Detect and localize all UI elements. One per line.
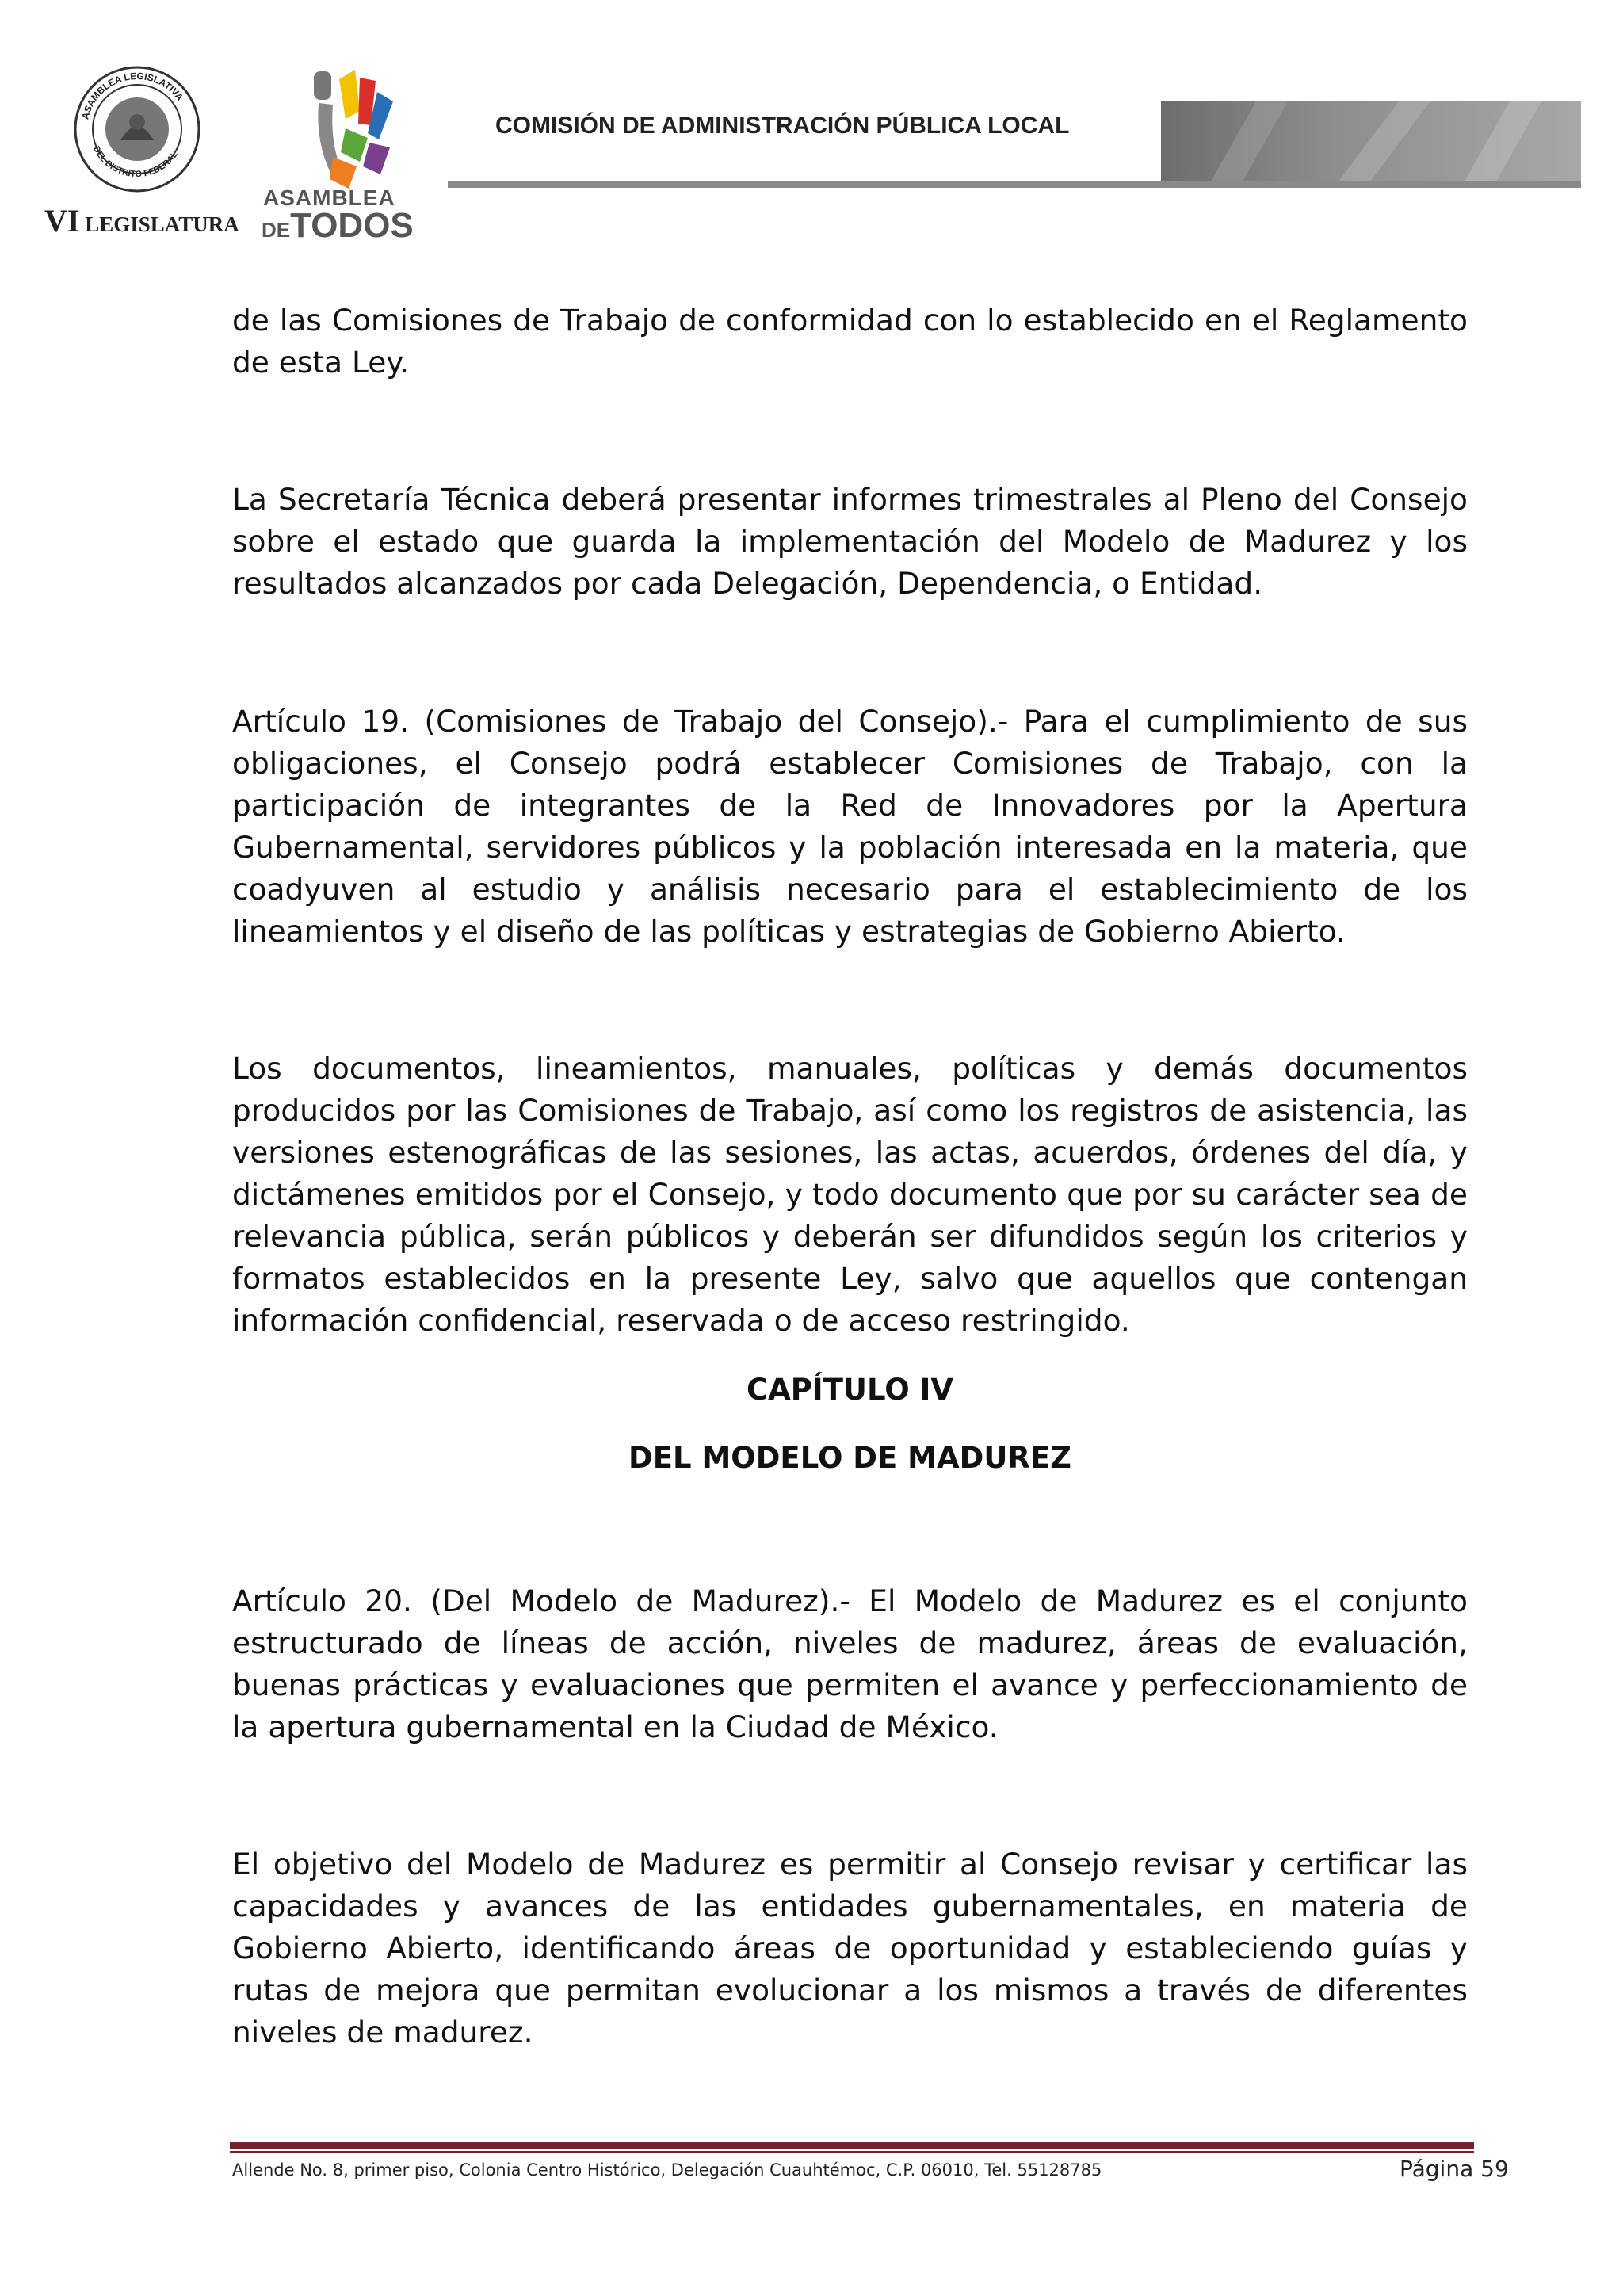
header-rule <box>448 181 1581 188</box>
page-number: Página 59 <box>1400 2156 1509 2182</box>
chapter-heading: CAPÍTULO IV <box>747 1373 953 1407</box>
assembly-seal-logo <box>73 65 201 193</box>
brand-line-2-main: TODOS <box>290 206 414 245</box>
svg-text:ASAMBLEA LEGISLATIVA: ASAMBLEA LEGISLATIVA <box>79 70 186 120</box>
paragraph-public-documents: Los documentos, lineamientos, manuales, políticas y demás documentos producidos por las Comisiones de Trabajo, así como los registros de asistencia, las versiones estenográficas de las sesiones, las actas, acuerdos, órdenes del día, y dictámenes emitidos por el Consejo, y todo documento que por su carácter sea de relevancia pública, serán públicos y deberán ser difundidos según los criterios y formatos establecidos en la presente Ley, salvo que aquellos que contengan información confidencial, reservada o de acceso restringido. <box>232 1051 1468 1338</box>
svg-text:DEL DISTRITO FEDERAL: DEL DISTRITO FEDERAL <box>91 144 180 180</box>
footer-address: Allende No. 8, primer piso, Colonia Centro Histórico, Delegación Cuauhtémoc, C.P. 06010, Tel. 55128785 <box>232 2160 1102 2179</box>
brand-line-2 <box>262 206 428 246</box>
paragraph-commissions-continued: de las Comisiones de Trabajo de conformidad con lo establecido en el Reglamento de esta Ley. <box>232 303 1468 380</box>
header-band-pattern <box>1161 101 1581 185</box>
paragraph-technical-secretariat: La Secretaría Técnica deberá presentar informes trimestrales al Pleno del Consejo sobre el estado que guarda la implementación del Modelo de Madurez y los resultados alcanzados por cada Delegación, Dependencia, o Entidad. <box>232 482 1468 601</box>
chapter-title: DEL MODELO DE MADUREZ <box>628 1441 1071 1475</box>
brand-line-2-prefix: DE <box>262 218 291 242</box>
paragraph-article-20: Artículo 20. (Del Modelo de Madurez).- El Modelo de Madurez es el conjunto estructurado de líneas de acción, niveles de madurez, áreas de evaluación, buenas prácticas y evaluaciones que permiten el avance y perfeccionamiento de la apertura gubernamental en la Ciudad de México. <box>232 1584 1468 1744</box>
footer-rule-thick <box>230 2142 1474 2149</box>
legislature-numeral: VI <box>44 203 80 239</box>
brand-line-1: ASAMBLEA <box>263 185 395 210</box>
asamblea-de-todos-wordmark <box>262 185 428 246</box>
asamblea-de-todos-logo-mark <box>284 63 411 194</box>
legislature-label <box>44 202 239 239</box>
paragraph-maturity-objective: El objetivo del Modelo de Madurez es permitir al Consejo revisar y certificar las capacidades y avances de las entidades gubernamentales, en materia de Gobierno Abierto, identificando áreas de oportunidad y estableciendo guías y rutas de mejora que permitan evolucionar a los mismos a través de diferentes niveles de madurez. <box>232 1847 1468 2050</box>
header-decorative-band <box>1161 101 1581 185</box>
legislature-text: LEGISLATURA <box>85 212 239 236</box>
footer-rule-thin <box>230 2151 1474 2153</box>
paragraph-article-19: Artículo 19. (Comisiones de Trabajo del Consejo).- Para el cumplimiento de sus obligaciones, el Consejo podrá establecer Comisiones de Trabajo, con la participación de integrantes de la Red de Innovadores por la Apertura Gubernamental, servidores públicos y la población interesada en la materia, que coadyuven al estudio y análisis necesario para el establecimiento de los lineamientos y el diseño de las políticas y estrategias de Gobierno Abierto. <box>232 704 1468 949</box>
commission-title: COMISIÓN DE ADMINISTRACIÓN PÚBLICA LOCAL <box>495 113 1070 139</box>
